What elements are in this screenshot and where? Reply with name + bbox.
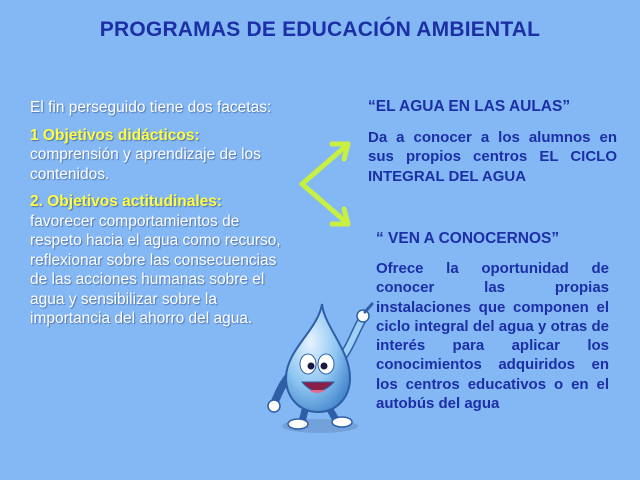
objective-1-heading: 1 Objetivos didácticos: [30,126,200,144]
intro-text: El fin perseguido tiene dos facetas: [30,99,272,116]
program-2-description: Ofrece la oportunidad de conocer las propias instalaciones que componen el ciclo integral del agua y otras de interés para aplicar los conocimientos adquiridos en los centros educativos o en el autobús del agua [376,260,609,413]
objective-2-text: favorecer comportamientos de respeto hacia el agua como recurso, reflexionar sobre las consecuencias de las acciones humanas sobre el agua y sensibilizar sobre la importancia del ahorro del agua. [30,212,281,327]
branching-arrows-icon [292,138,356,230]
program-1-title: “EL AGUA EN LAS AULAS” [368,98,571,115]
slide-title: PROGRAMAS DE EDUCACIÓN AMBIENTAL [99,18,541,41]
water-drop-mascot-icon [262,298,380,438]
objective-1 [30,126,292,185]
objective-2 [30,192,292,329]
objective-1-text: comprensión y aprendizaje de los contenidos. [30,146,261,183]
objective-2-heading: 2. Objetivos actitudinales: [30,193,223,210]
program-1-description: Da a conocer a los alumnos en sus propios centros EL CICLO INTEGRAL DEL AGUA [368,129,617,185]
objectives-panel [30,98,292,337]
program-2-title: “ VEN A CONOCERNOS” [376,230,560,247]
